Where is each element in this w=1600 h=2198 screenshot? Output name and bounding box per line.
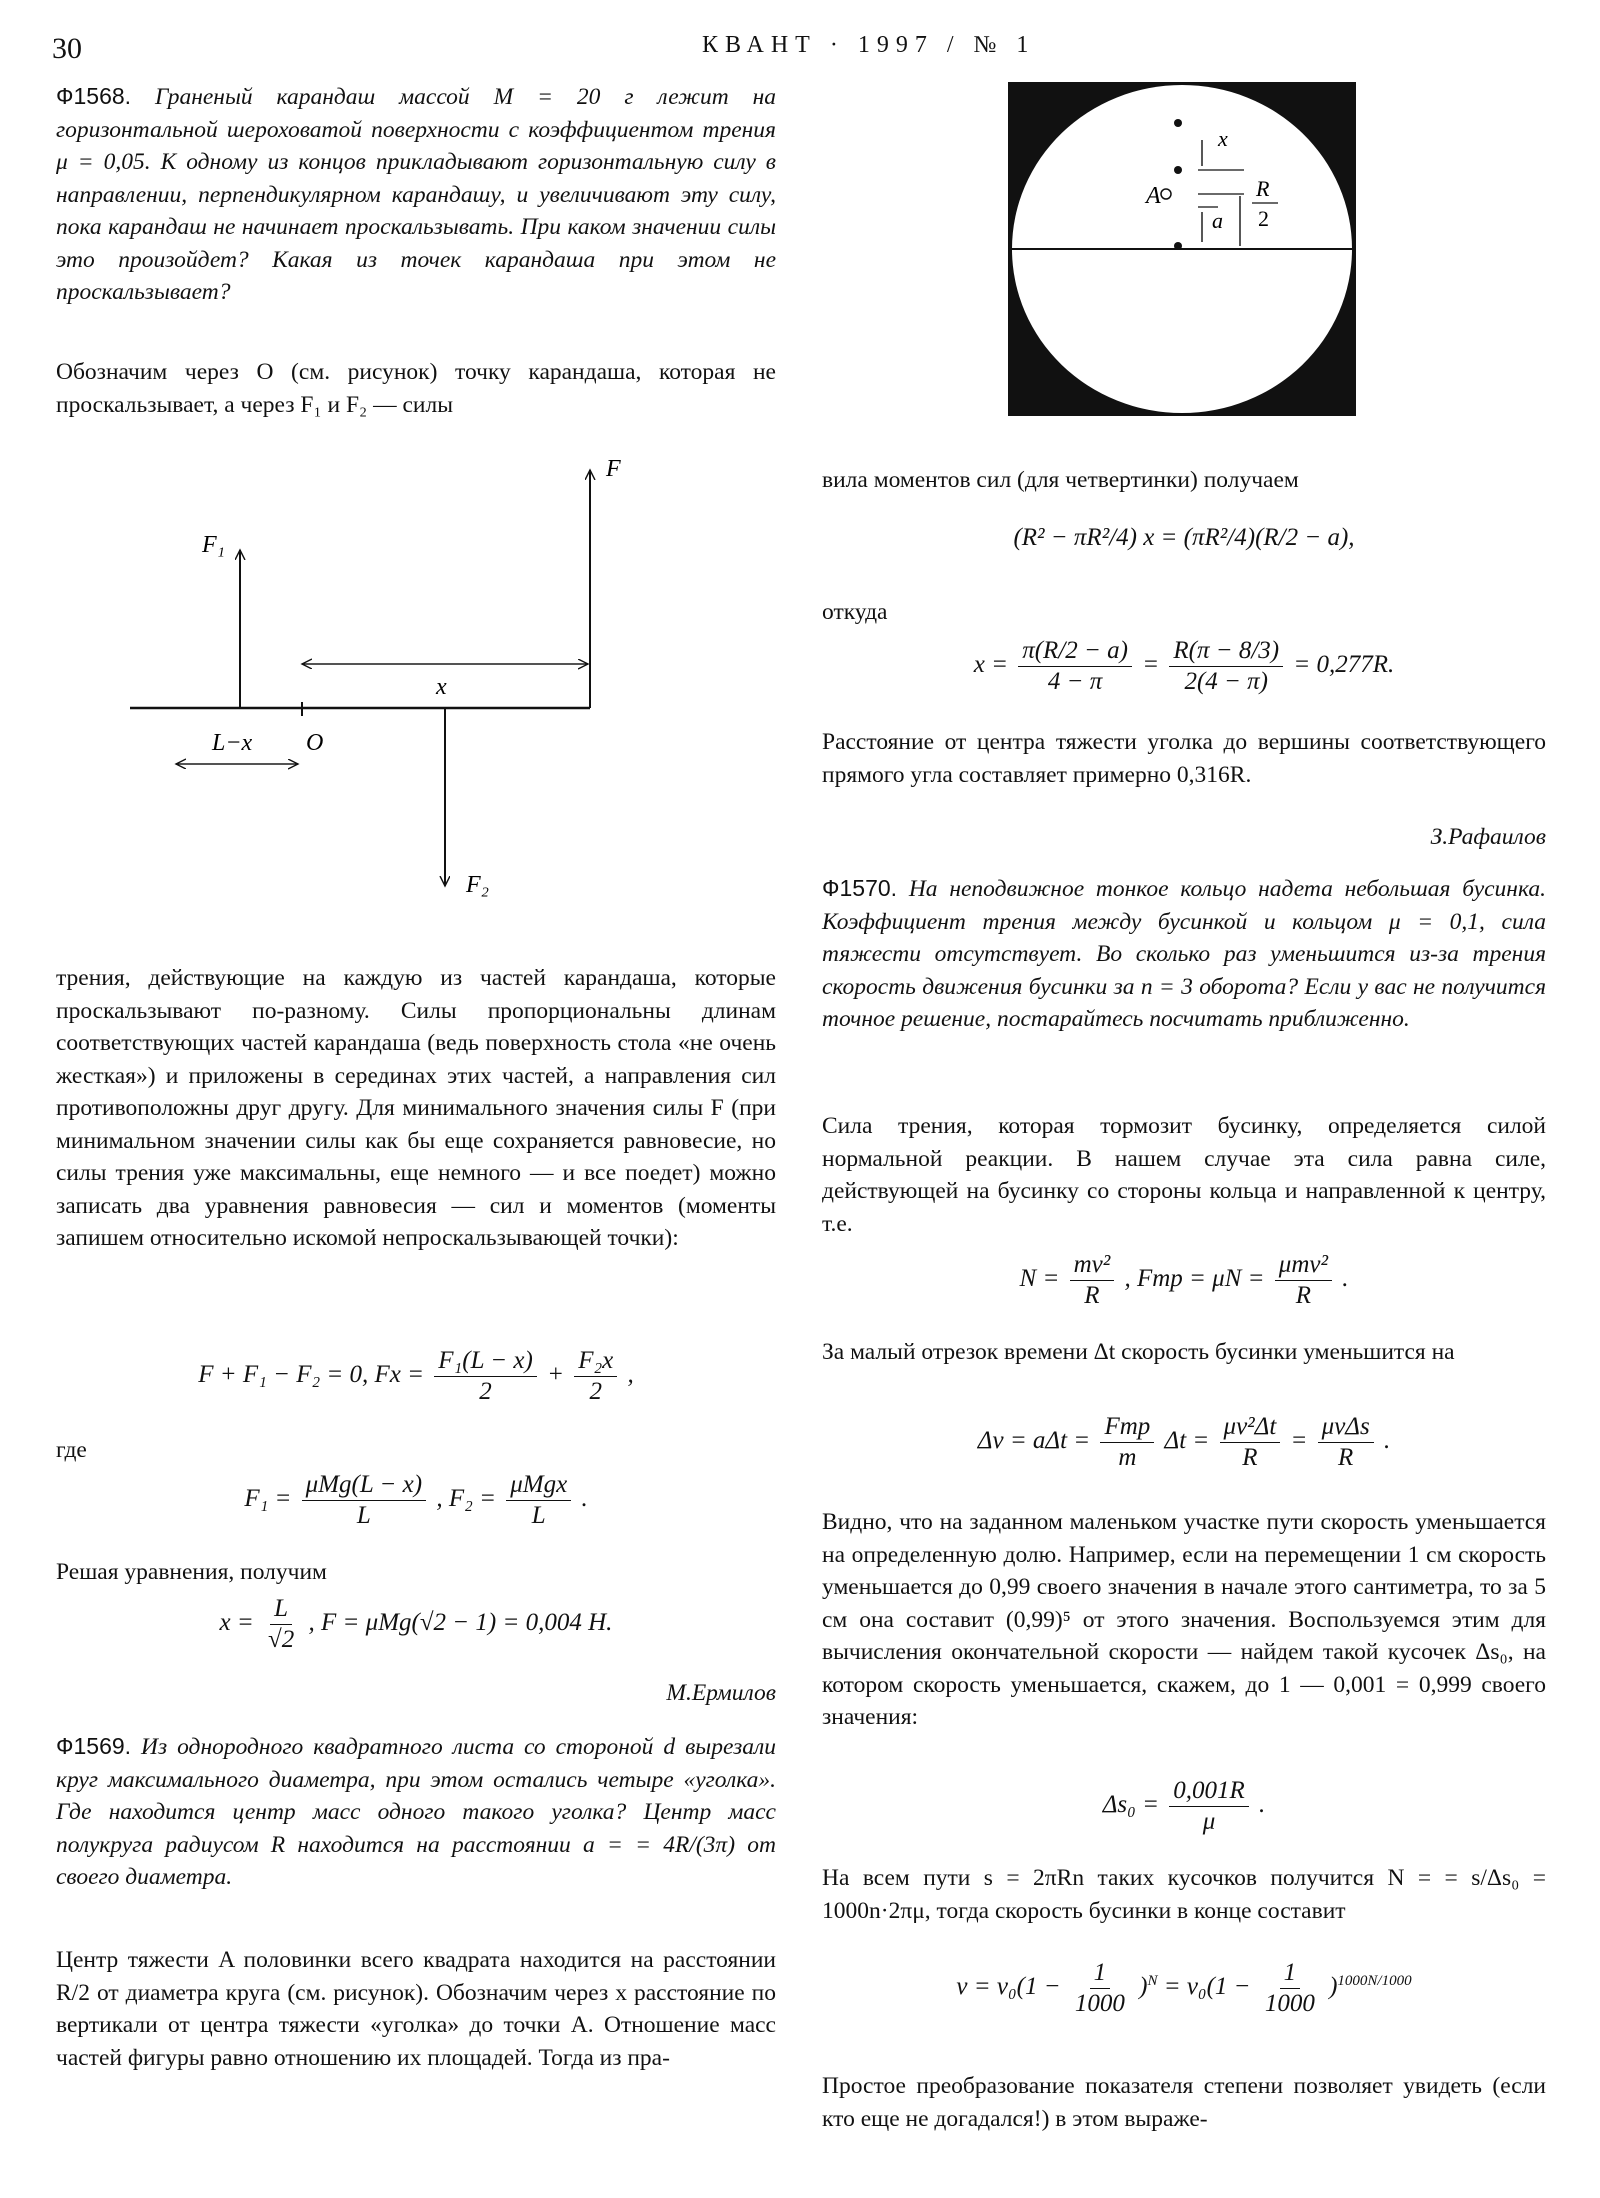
fraction bbox=[1275, 1250, 1332, 1311]
fraction bbox=[1220, 1412, 1281, 1473]
signature-ermilov: М.Ермилов bbox=[666, 1680, 776, 1706]
point-center bbox=[1174, 242, 1182, 250]
denominator: R bbox=[1242, 1444, 1258, 1471]
problem-1570-conclusion: Простое преобразование показателя степени позволяет увидеть (если кто еще не догадался!) в этом выраже- bbox=[822, 2073, 1546, 2132]
numerator: Fтр bbox=[1100, 1412, 1154, 1443]
signature-rafailov: З.Рафаилов bbox=[1430, 824, 1546, 850]
denominator: 2 bbox=[589, 1378, 602, 1405]
problem-1570-label: Ф1570. bbox=[822, 875, 898, 901]
problem-1570-whole-path: На всем пути s = 2πRn таких кусочков получится N = = s/Δs₀ = 1000n·2πμ, тогда скорость бусинки в конце составит bbox=[822, 1865, 1546, 1924]
numerator: 1 bbox=[1090, 1958, 1111, 1989]
eq-part: , bbox=[627, 1361, 634, 1389]
fraction bbox=[506, 1470, 571, 1531]
numerator: π(R/2 − a) bbox=[1018, 636, 1132, 667]
fraction bbox=[264, 1594, 298, 1655]
point-a-label: A bbox=[1146, 183, 1161, 209]
eq-part: x = bbox=[219, 1609, 254, 1637]
fraction bbox=[1261, 1958, 1319, 2019]
equation-1570-3 bbox=[822, 1776, 1546, 1837]
dim-x-label: x bbox=[436, 674, 447, 700]
numerator: 1 bbox=[1280, 1958, 1301, 1989]
eq-part: Δv = aΔt = bbox=[977, 1427, 1091, 1455]
eq-part: + bbox=[547, 1361, 564, 1389]
problem-1570-fraction-argument: Видно, что на заданном маленьком участке пути скорость уменьшается на определенную долю. Например, если на перемещении 1 см скорость уменьшается до 0,99 своего значения в начале этого сантиметра, то за 5 см она составит (0,99)⁵ от этого значения. Воспользуемся этим для вычисления окончательной скорости — найдем такой кусочек Δs₀, на котором скорость уменьшается, скажем, до 1 — 0,001 = 0,999 своего значения: bbox=[822, 1509, 1546, 1730]
fraction bbox=[302, 1470, 426, 1531]
equation-1569-2 bbox=[822, 636, 1546, 697]
eq-part: . bbox=[1342, 1265, 1349, 1293]
equation-1568-2 bbox=[56, 1470, 776, 1531]
problem-1569-statement bbox=[56, 1730, 776, 1894]
point-top bbox=[1174, 119, 1182, 127]
fraction bbox=[1071, 1958, 1129, 2019]
numerator: F₂x bbox=[574, 1346, 617, 1377]
dim-x-label: x bbox=[1218, 126, 1228, 151]
eq-part: . bbox=[1259, 1791, 1266, 1819]
problem-1569-answer: Расстояние от центра тяжести уголка до вершины соответствующего прямого угла составляет примерно 0,316R. bbox=[822, 729, 1546, 788]
eq-part: , F₂ = bbox=[436, 1485, 496, 1513]
numerator: L bbox=[270, 1594, 292, 1625]
fraction bbox=[434, 1346, 537, 1407]
otkuda-word: откуда bbox=[822, 599, 888, 625]
numerator: μvΔs bbox=[1318, 1412, 1374, 1443]
numerator: μv²Δt bbox=[1220, 1412, 1281, 1443]
where-word: где bbox=[56, 1437, 87, 1463]
eq-part: Δs₀ = bbox=[1102, 1791, 1159, 1819]
denominator: R bbox=[1338, 1444, 1354, 1471]
eq-part: . bbox=[581, 1485, 588, 1513]
problem-1568-solution-intro: Обозначим через O (см. рисунок) точку карандаша, которая не проскальзывает, а через F₁ и F₂ — силы bbox=[56, 359, 776, 418]
equation-1570-2 bbox=[822, 1412, 1546, 1473]
equation-1568-1 bbox=[56, 1346, 776, 1407]
eq-part: = bbox=[1290, 1427, 1308, 1455]
eq-part: ) bbox=[1329, 1973, 1338, 2001]
exponent: 1000N/1000 bbox=[1337, 1972, 1412, 1989]
numerator: μmv² bbox=[1275, 1250, 1332, 1281]
denominator: 4 − π bbox=[1047, 668, 1103, 695]
problem-1570-small-interval: За малый отрезок времени Δt скорость бусинки уменьшится на bbox=[822, 1339, 1455, 1365]
eq-part: v = v₀(1 − bbox=[956, 1973, 1061, 2001]
numerator: μMgx bbox=[506, 1470, 571, 1501]
fraction bbox=[1169, 636, 1283, 697]
fraction bbox=[1018, 636, 1132, 697]
denominator: R bbox=[1295, 1282, 1311, 1309]
fraction bbox=[574, 1346, 617, 1407]
pencil-force-diagram bbox=[130, 440, 750, 910]
force-f-label: F bbox=[606, 456, 621, 482]
eq-part: = bbox=[1142, 651, 1160, 679]
page-header bbox=[52, 28, 1552, 68]
eq-part: Δt = bbox=[1164, 1427, 1210, 1455]
denominator: 2 bbox=[479, 1378, 492, 1405]
denominator: R bbox=[1084, 1282, 1100, 1309]
eq-part: N = bbox=[1019, 1265, 1060, 1293]
problem-1569-moments-line: вила моментов сил (для четвертинки) получаем bbox=[822, 467, 1299, 493]
force-f2-label: F₂ bbox=[466, 872, 490, 898]
dim-a-label: a bbox=[1212, 208, 1223, 233]
eq-part: ) bbox=[1139, 1973, 1148, 2001]
exponent: N bbox=[1147, 1972, 1158, 1989]
force-f1-label: F₁ bbox=[202, 532, 226, 558]
dim-lx-label: L−x bbox=[212, 730, 253, 756]
numerator: μMg(L − x) bbox=[302, 1470, 426, 1501]
numerator: 0,001R bbox=[1169, 1776, 1249, 1807]
problem-1568-solution-body: трения, действующие на каждую из частей карандаша, которые проскальзывают по-разному. Силы пропорциональны длинам соответствующих частей карандаша (ведь поверхность стола «не очень жесткая») и приложены в серединах этих частей, а направления сил противоположны друг другу. Для минимального значения силы F (при минимальном значении силы как бы еще сохраняется равновесие, но силы трения уже максимальны, еще немного — и все поедет) можно записать два уравнения равновесия — сил и моментов (моменты запишем относительно искомой непроскальзывающей точки): bbox=[56, 965, 776, 1251]
equation-1568-3 bbox=[56, 1594, 776, 1655]
eq-part: , F = μMg(√2 − 1) = 0,004 Н. bbox=[308, 1609, 613, 1637]
denominator: 1000 bbox=[1264, 1990, 1315, 2017]
fraction bbox=[1100, 1412, 1154, 1473]
equation-1570-1 bbox=[822, 1250, 1546, 1311]
dim-r-label: R bbox=[1256, 176, 1270, 201]
eq-part: = v₀(1 − bbox=[1163, 1973, 1251, 2001]
eq-part: x = bbox=[973, 651, 1008, 679]
page-number: 30 bbox=[52, 32, 82, 65]
eq-part: = 0,277R. bbox=[1293, 651, 1395, 679]
problem-1568-text: Граненый карандаш массой M = 20 г лежит на горизонтальной шероховатой поверхности с коэффициентом трения μ = 0,05. К одному из концов прикладывают горизонтальную силу в направлении, перпендикулярном карандашу, и увеличивают эту силу, пока карандаш не начинает проскальзывать. При каком значении силы это произойдет? Какая из точек карандаша при этом не проскальзывает? bbox=[56, 84, 777, 305]
problem-1569-text: Из однородного квадратного листа со стороной d вырезали круг максимального диаметра, при этом остались четыре «уголка». Где находится центр масс одного такого уголка? Центр масс полукруга радиусом R находится на расстоянии a = = 4R/(3π) от своего диаметра. bbox=[56, 1734, 776, 1890]
eq-part: . bbox=[1383, 1427, 1391, 1455]
square-circle-diagram bbox=[1008, 82, 1356, 416]
eq-part: F₁ = bbox=[244, 1485, 292, 1513]
equation-1569-1: (R² − πR²/4) x = (πR²/4)(R/2 − a), bbox=[1013, 524, 1355, 551]
problem-1570-statement bbox=[822, 872, 1546, 1036]
problem-1569-solution-intro: Центр тяжести A половинки всего квадрата находится на расстоянии R/2 от диаметра круга (см. рисунок). Обозначим через x расстояние по вертикали от центра тяжести «уголка» до точки A. Отношение масс частей фигуры равно отношению их площадей. Тогда из пра- bbox=[56, 1947, 776, 2071]
denominator: L bbox=[531, 1502, 546, 1529]
eq-part: , Fтр = μN = bbox=[1124, 1265, 1265, 1293]
denominator: m bbox=[1118, 1444, 1137, 1471]
fraction bbox=[1169, 1776, 1249, 1837]
problem-1570-text: На неподвижное тонкое кольцо надета небольшая бусинка. Коэффициент трения между бусинкой и кольцом μ = 0,1, сила тяжести отсутствует. Во сколько раз уменьшится из-за трения скорость движения бусинки за n = 3 оборота? Если у вас не получится точное решение, постарайтесь посчитать приближенно. bbox=[822, 876, 1547, 1032]
problem-1569-label: Ф1569. bbox=[56, 1733, 132, 1759]
dim-two-label: 2 bbox=[1258, 206, 1269, 231]
solving-line: Решая уравнения, получим bbox=[56, 1559, 327, 1585]
fraction bbox=[1070, 1250, 1115, 1311]
numerator: F₁(L − x) bbox=[434, 1346, 537, 1377]
eq-part: F + F₁ − F₂ = 0, Fx = bbox=[198, 1361, 425, 1389]
point-o-label: O bbox=[306, 730, 324, 756]
denominator: √2 bbox=[268, 1626, 295, 1653]
problem-1570-solution-intro: Сила трения, которая тормозит бусинку, определяется силой нормальной реакции. В нашем случае эта сила равна силе, действующей на бусинку со стороны кольца и направленной к центру, т.е. bbox=[822, 1113, 1546, 1237]
denominator: L bbox=[356, 1502, 371, 1529]
denominator: μ bbox=[1202, 1808, 1216, 1835]
denominator: 1000 bbox=[1074, 1990, 1125, 2017]
running-head: КВАНТ · 1997 / № 1 bbox=[702, 32, 1036, 58]
fraction bbox=[1318, 1412, 1374, 1473]
denominator: 2(4 − π) bbox=[1184, 668, 1268, 695]
numerator: mv² bbox=[1070, 1250, 1115, 1281]
problem-1568-statement bbox=[56, 80, 776, 309]
problem-1568-label: Ф1568. bbox=[56, 83, 132, 109]
equation-1570-4 bbox=[822, 1958, 1546, 2019]
numerator: R(π − 8/3) bbox=[1169, 636, 1283, 667]
point-corner-center bbox=[1174, 166, 1182, 174]
